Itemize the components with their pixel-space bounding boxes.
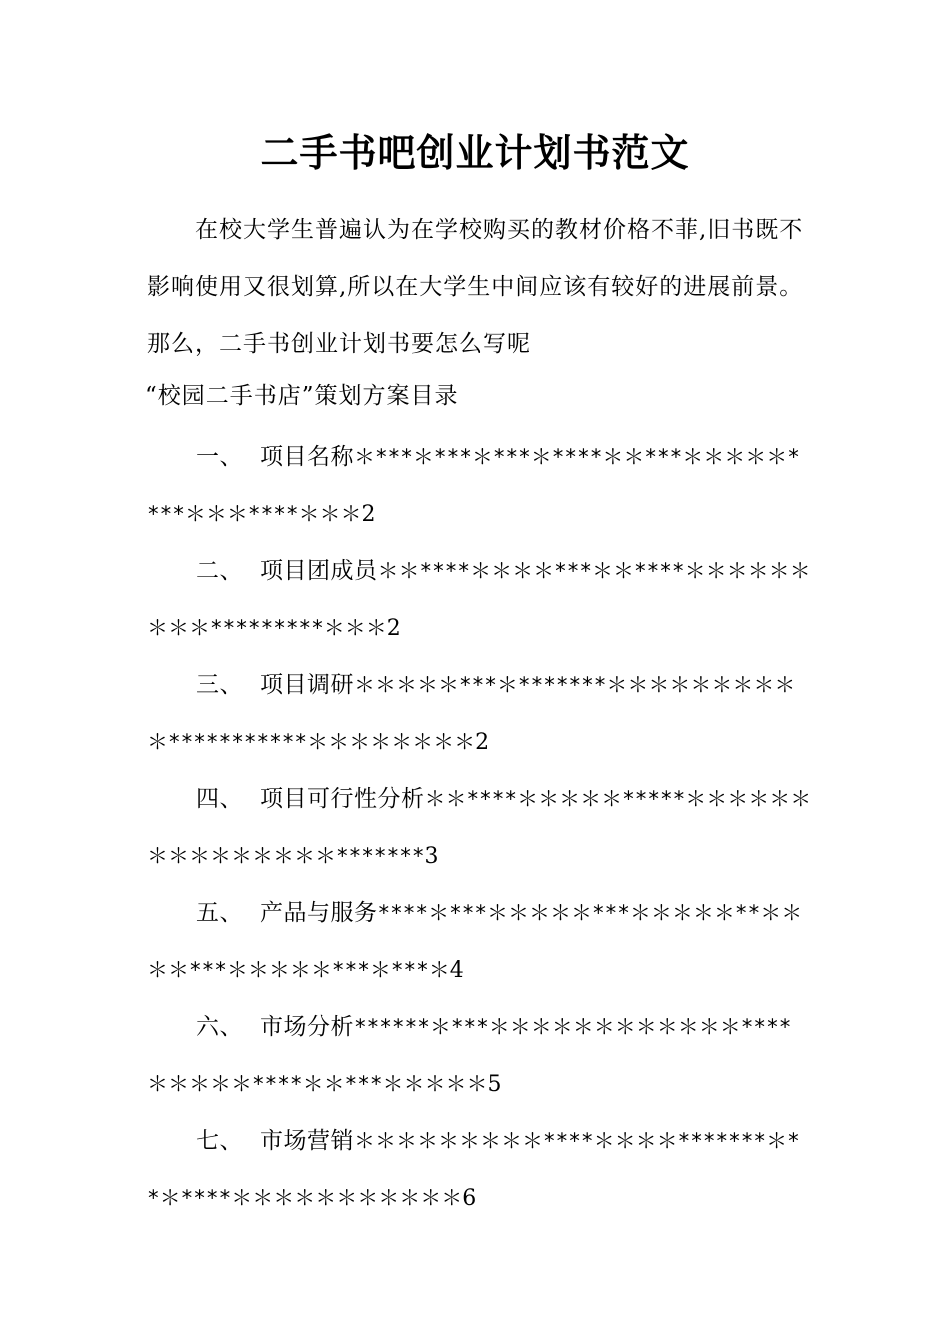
intro-paragraph: 在校大学生普遍认为在学校购买的教材价格不菲,旧书既不影响使用又很划算,所以在大学生中间应该有较好的进展前景。那么，二手书创业计划书要怎么写呢 [147, 217, 804, 357]
toc-item-number: 六、 [196, 1014, 243, 1040]
toc-item-page: 2 [386, 616, 402, 641]
toc-item-page: 6 [462, 1186, 477, 1211]
toc-item-label: 项目可行性分析 [260, 786, 425, 812]
toc-item-number: 七、 [196, 1128, 243, 1154]
toc-item [147, 429, 812, 543]
toc-item-page: 2 [361, 502, 377, 527]
toc-item-label: 项目团成员 [260, 558, 378, 584]
toc-item-page: 2 [475, 730, 490, 755]
toc-item-number: 二、 [196, 558, 243, 584]
toc-item-label: 项目调研 [260, 672, 354, 698]
table-of-contents [147, 429, 812, 1227]
toc-item-page: 3 [424, 844, 440, 869]
toc-item-label: 产品与服务 [260, 900, 378, 926]
toc-item [147, 543, 812, 657]
toc-item [147, 885, 812, 999]
toc-item [147, 999, 812, 1113]
toc-item-leader: ＊***＊***＊***＊****＊＊***＊＊＊＊＊****＊＊＊****＊＊＊ [147, 445, 800, 526]
toc-item-number: 四、 [196, 786, 243, 812]
toc-item-number: 一、 [196, 444, 243, 470]
toc-item-leader: ****＊***＊＊＊＊＊***＊＊＊＊＊**＊＊＊＊***＊＊＊＊＊***＊***＊ [147, 901, 803, 982]
toc-item-leader: ＊＊＊＊＊＊＊＊＊****＊＊＊＊*******＊**＊****＊＊＊＊＊＊＊＊＊＊＊ [147, 1129, 800, 1210]
toc-item-leader: ＊＊＊＊＊***＊*******＊＊＊＊＊＊＊＊＊＊***********＊＊＊＊＊＊＊＊ [147, 673, 796, 754]
toc-item-label: 项目名称 [260, 444, 354, 470]
toc-item-leader: ＊＊****＊＊＊＊***＊＊****＊＊＊＊＊＊＊＊＊*********＊＊＊ [147, 559, 811, 640]
toc-item-number: 三、 [196, 672, 243, 698]
toc-item-page: 4 [449, 958, 465, 983]
toc-item [147, 771, 812, 885]
toc-heading: “校园二手书店”策划方案目录 [145, 383, 459, 409]
toc-item [147, 657, 812, 771]
toc-item-number: 五、 [196, 900, 243, 926]
toc-item [147, 1113, 812, 1227]
toc-item-page: 5 [487, 1072, 503, 1097]
document-title: 二手书吧创业计划书范文 [260, 131, 690, 175]
toc-item-leader: ＊＊****＊＊＊＊＊*****＊＊＊＊＊＊＊＊＊＊＊＊＊＊＊******* [147, 787, 812, 868]
toc-item-label: 市场营销 [260, 1128, 354, 1154]
toc-item-label: 市场分析 [260, 1014, 354, 1040]
toc-item-leader: ******＊***＊＊＊＊＊＊＊＊＊＊＊＊****＊＊＊＊＊****＊＊***＊＊＊＊＊ [147, 1015, 792, 1096]
